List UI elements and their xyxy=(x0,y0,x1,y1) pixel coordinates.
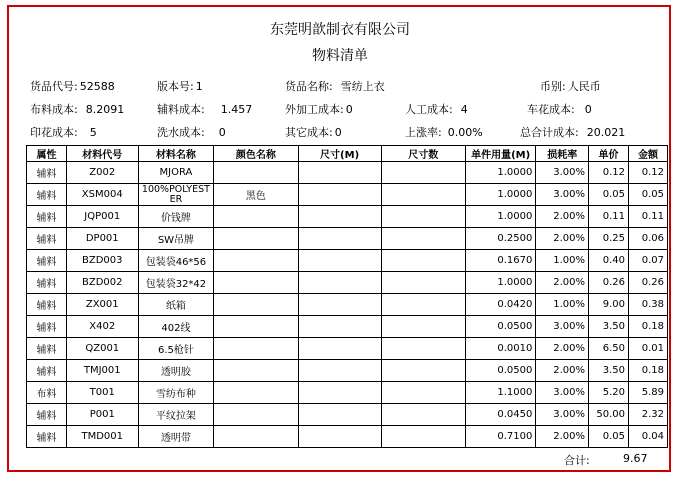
cell-unit-usage: 0.0500 xyxy=(465,360,536,382)
cell-material-code: QZ001 xyxy=(66,338,138,360)
cell-material-name: 纸箱 xyxy=(138,294,214,316)
cell-color-name xyxy=(214,206,298,228)
grand-total-value: 20.021 xyxy=(586,126,626,139)
cell-material-code: X402 xyxy=(66,316,138,338)
cell-unit-price: 6.50 xyxy=(589,338,629,360)
other-cost-label: 其它成本: xyxy=(285,126,333,139)
cell-amount: 2.32 xyxy=(629,404,668,426)
cell-loss-rate: 2.00% xyxy=(536,206,589,228)
cell-attribute: 辅料 xyxy=(27,162,67,184)
col-header-amount: 金额 xyxy=(629,146,668,162)
washing-cost-field xyxy=(157,124,226,140)
table-row xyxy=(27,272,668,294)
cell-size xyxy=(298,228,381,250)
cell-unit-price: 0.05 xyxy=(589,426,629,448)
cell-loss-rate: 3.00% xyxy=(536,162,589,184)
cell-unit-usage: 1.1000 xyxy=(465,382,536,404)
cell-color-name xyxy=(214,426,298,448)
goods-name-value: 雪纺上衣 xyxy=(340,80,385,93)
goods-code-label: 货品代号: xyxy=(30,80,78,93)
cell-amount: 0.12 xyxy=(629,162,668,184)
table-row xyxy=(27,382,668,404)
printing-cost-value: 5 xyxy=(89,126,97,139)
cell-attribute: 辅料 xyxy=(27,294,67,316)
col-header-loss-rate: 损耗率 xyxy=(536,146,589,162)
labor-cost-field xyxy=(405,101,468,117)
cell-unit-price: 3.50 xyxy=(589,316,629,338)
cell-color-name xyxy=(214,404,298,426)
cell-size xyxy=(298,272,381,294)
other-cost-field xyxy=(285,124,342,140)
cell-size-count xyxy=(381,316,465,338)
cell-color-name xyxy=(214,360,298,382)
table-row xyxy=(27,426,668,448)
cell-unit-usage: 0.0420 xyxy=(465,294,536,316)
outsourcing-cost-field xyxy=(285,101,353,117)
total-value: 9.67 xyxy=(623,452,648,465)
cell-size xyxy=(298,404,381,426)
goods-name-field xyxy=(285,78,385,94)
cell-color-name: 黑色 xyxy=(214,184,298,206)
cell-unit-usage: 0.0450 xyxy=(465,404,536,426)
cell-material-name: 包装袋32*42 xyxy=(138,272,214,294)
col-header-attribute: 属性 xyxy=(27,146,67,162)
cell-unit-usage: 0.2500 xyxy=(465,228,536,250)
goods-code-field xyxy=(30,78,115,94)
cell-attribute: 辅料 xyxy=(27,316,67,338)
currency-field xyxy=(540,78,601,94)
cell-loss-rate: 3.00% xyxy=(536,404,589,426)
cell-size xyxy=(298,294,381,316)
cell-material-name: 平纹拉架 xyxy=(138,404,214,426)
cell-amount: 0.18 xyxy=(629,316,668,338)
material-cost-value: 8.2091 xyxy=(85,103,125,116)
cell-material-name: 雪纺布种 xyxy=(138,382,214,404)
col-header-size: 尺寸(M) xyxy=(298,146,381,162)
cell-unit-usage: 1.0000 xyxy=(465,206,536,228)
cell-color-name xyxy=(214,382,298,404)
cell-attribute: 辅料 xyxy=(27,184,67,206)
cell-material-code: T001 xyxy=(66,382,138,404)
cell-attribute: 辅料 xyxy=(27,338,67,360)
cell-size xyxy=(298,338,381,360)
cell-loss-rate: 2.00% xyxy=(536,272,589,294)
cell-amount: 0.05 xyxy=(629,184,668,206)
cell-loss-rate: 2.00% xyxy=(536,426,589,448)
cell-unit-price: 0.05 xyxy=(589,184,629,206)
material-cost-field xyxy=(30,101,124,117)
table-row xyxy=(27,250,668,272)
accessory-cost-field xyxy=(157,101,252,117)
cell-amount: 0.01 xyxy=(629,338,668,360)
table-row xyxy=(27,228,668,250)
cell-attribute: 辅料 xyxy=(27,272,67,294)
cell-size-count xyxy=(381,206,465,228)
material-table xyxy=(26,145,668,448)
cell-size-count xyxy=(381,404,465,426)
cell-size xyxy=(298,162,381,184)
table-row xyxy=(27,316,668,338)
cell-material-code: TMJ001 xyxy=(66,360,138,382)
other-cost-value: 0 xyxy=(334,126,342,139)
col-header-material-code: 材料代号 xyxy=(66,146,138,162)
document-title: 物料清单 xyxy=(312,48,368,64)
cell-material-code: XSM004 xyxy=(66,184,138,206)
table-row xyxy=(27,294,668,316)
cell-size xyxy=(298,206,381,228)
outsourcing-cost-label: 外加工成本: xyxy=(285,103,344,116)
cell-unit-usage: 1.0000 xyxy=(465,162,536,184)
embroidery-cost-field xyxy=(527,101,592,117)
cell-attribute: 辅料 xyxy=(27,360,67,382)
accessory-cost-label: 辅料成本: xyxy=(157,103,205,116)
cell-size-count xyxy=(381,338,465,360)
cell-size-count xyxy=(381,184,465,206)
cell-color-name xyxy=(214,228,298,250)
cell-material-name: 透明带 xyxy=(138,426,214,448)
cell-color-name xyxy=(214,338,298,360)
table-row xyxy=(27,338,668,360)
cell-attribute: 辅料 xyxy=(27,426,67,448)
cell-material-name: SW吊牌 xyxy=(138,228,214,250)
cell-material-code: ZX001 xyxy=(66,294,138,316)
table-row xyxy=(27,360,668,382)
cell-material-code: JQP001 xyxy=(66,206,138,228)
cell-size xyxy=(298,184,381,206)
goods-name-label: 货品名称: xyxy=(285,80,333,93)
embroidery-cost-value: 0 xyxy=(584,103,592,116)
cell-size-count xyxy=(381,382,465,404)
washing-cost-label: 洗水成本: xyxy=(157,126,205,139)
cell-unit-price: 0.11 xyxy=(589,206,629,228)
cell-material-name: MJORA xyxy=(138,162,214,184)
cell-size-count xyxy=(381,228,465,250)
cell-loss-rate: 3.00% xyxy=(536,184,589,206)
cell-unit-price: 0.25 xyxy=(589,228,629,250)
col-header-material-name: 材料名称 xyxy=(138,146,214,162)
printing-cost-label: 印花成本: xyxy=(30,126,78,139)
cell-material-code: BZD002 xyxy=(66,272,138,294)
cell-amount: 0.06 xyxy=(629,228,668,250)
outsourcing-cost-value: 0 xyxy=(345,103,353,116)
currency-label: 币别: xyxy=(540,80,566,93)
cell-amount: 0.04 xyxy=(629,426,668,448)
cell-amount: 5.89 xyxy=(629,382,668,404)
cell-material-name: 透明胶 xyxy=(138,360,214,382)
cell-loss-rate: 1.00% xyxy=(536,250,589,272)
cell-size xyxy=(298,360,381,382)
cell-material-name: 包装袋46*56 xyxy=(138,250,214,272)
cell-loss-rate: 3.00% xyxy=(536,316,589,338)
company-name: 东莞明歆制衣有限公司 xyxy=(270,22,410,38)
material-cost-label: 布料成本: xyxy=(30,103,78,116)
cell-size-count xyxy=(381,250,465,272)
labor-cost-value: 4 xyxy=(460,103,468,116)
version-value: 1 xyxy=(195,80,203,93)
cell-unit-usage: 0.0500 xyxy=(465,316,536,338)
cell-attribute: 辅料 xyxy=(27,250,67,272)
col-header-unit-usage: 单件用量(M) xyxy=(465,146,536,162)
col-header-color-name: 颜色名称 xyxy=(214,146,298,162)
table-row xyxy=(27,206,668,228)
labor-cost-label: 人工成本: xyxy=(405,103,453,116)
cell-size xyxy=(298,250,381,272)
cell-unit-usage: 1.0000 xyxy=(465,272,536,294)
cell-size-count xyxy=(381,272,465,294)
cell-unit-price: 50.00 xyxy=(589,404,629,426)
cell-unit-price: 9.00 xyxy=(589,294,629,316)
cell-color-name xyxy=(214,272,298,294)
table-row xyxy=(27,404,668,426)
grand-total-label: 总合计成本: xyxy=(520,126,579,139)
cell-material-code: P001 xyxy=(66,404,138,426)
cell-unit-usage: 0.1670 xyxy=(465,250,536,272)
cell-material-code: TMD001 xyxy=(66,426,138,448)
currency-value: 人民币 xyxy=(567,80,601,93)
cell-unit-price: 0.40 xyxy=(589,250,629,272)
version-label: 版本号: xyxy=(157,80,194,93)
cell-loss-rate: 2.00% xyxy=(536,338,589,360)
printing-cost-field xyxy=(30,124,97,140)
col-header-unit-price: 单价 xyxy=(589,146,629,162)
cell-material-name: 100%POLYESTER xyxy=(138,184,214,206)
cell-unit-price: 0.26 xyxy=(589,272,629,294)
cell-amount: 0.07 xyxy=(629,250,668,272)
cell-attribute: 辅料 xyxy=(27,404,67,426)
cell-amount: 0.38 xyxy=(629,294,668,316)
cell-color-name xyxy=(214,250,298,272)
cell-loss-rate: 3.00% xyxy=(536,382,589,404)
cell-material-code: BZD003 xyxy=(66,250,138,272)
table-row xyxy=(27,184,668,206)
cell-amount: 0.18 xyxy=(629,360,668,382)
cell-size xyxy=(298,382,381,404)
cell-unit-usage: 1.0000 xyxy=(465,184,536,206)
cell-size-count xyxy=(381,162,465,184)
cell-loss-rate: 1.00% xyxy=(536,294,589,316)
markup-field xyxy=(405,124,483,140)
cell-amount: 0.26 xyxy=(629,272,668,294)
grand-total-field xyxy=(520,124,625,140)
cell-material-code: DP001 xyxy=(66,228,138,250)
cell-color-name xyxy=(214,294,298,316)
cell-attribute: 布料 xyxy=(27,382,67,404)
cell-unit-usage: 0.0010 xyxy=(465,338,536,360)
total-label: 合计: xyxy=(564,454,590,467)
cell-attribute: 辅料 xyxy=(27,206,67,228)
accessory-cost-value: 1.457 xyxy=(220,103,253,116)
cell-material-name: 402线 xyxy=(138,316,214,338)
table-header-row xyxy=(27,146,668,162)
cell-material-code: Z002 xyxy=(66,162,138,184)
table-row xyxy=(27,162,668,184)
cell-size xyxy=(298,316,381,338)
cell-unit-price: 5.20 xyxy=(589,382,629,404)
goods-code-value: 52588 xyxy=(79,80,115,93)
cell-attribute: 辅料 xyxy=(27,228,67,250)
cell-color-name xyxy=(214,316,298,338)
cell-unit-usage: 0.7100 xyxy=(465,426,536,448)
cell-size xyxy=(298,426,381,448)
cell-unit-price: 0.12 xyxy=(589,162,629,184)
cell-loss-rate: 2.00% xyxy=(536,360,589,382)
cell-size-count xyxy=(381,360,465,382)
washing-cost-value: 0 xyxy=(218,126,226,139)
markup-label: 上涨率: xyxy=(405,126,442,139)
cell-unit-price: 3.50 xyxy=(589,360,629,382)
cell-amount: 0.11 xyxy=(629,206,668,228)
cell-material-name: 价钱牌 xyxy=(138,206,214,228)
embroidery-cost-label: 车花成本: xyxy=(527,103,575,116)
cell-size-count xyxy=(381,426,465,448)
col-header-size-count: 尺寸数 xyxy=(381,146,465,162)
markup-value: 0.00% xyxy=(447,126,483,139)
cell-size-count xyxy=(381,294,465,316)
cell-material-name: 6.5枪针 xyxy=(138,338,214,360)
cell-color-name xyxy=(214,162,298,184)
cell-loss-rate: 2.00% xyxy=(536,228,589,250)
version-field xyxy=(157,78,203,94)
